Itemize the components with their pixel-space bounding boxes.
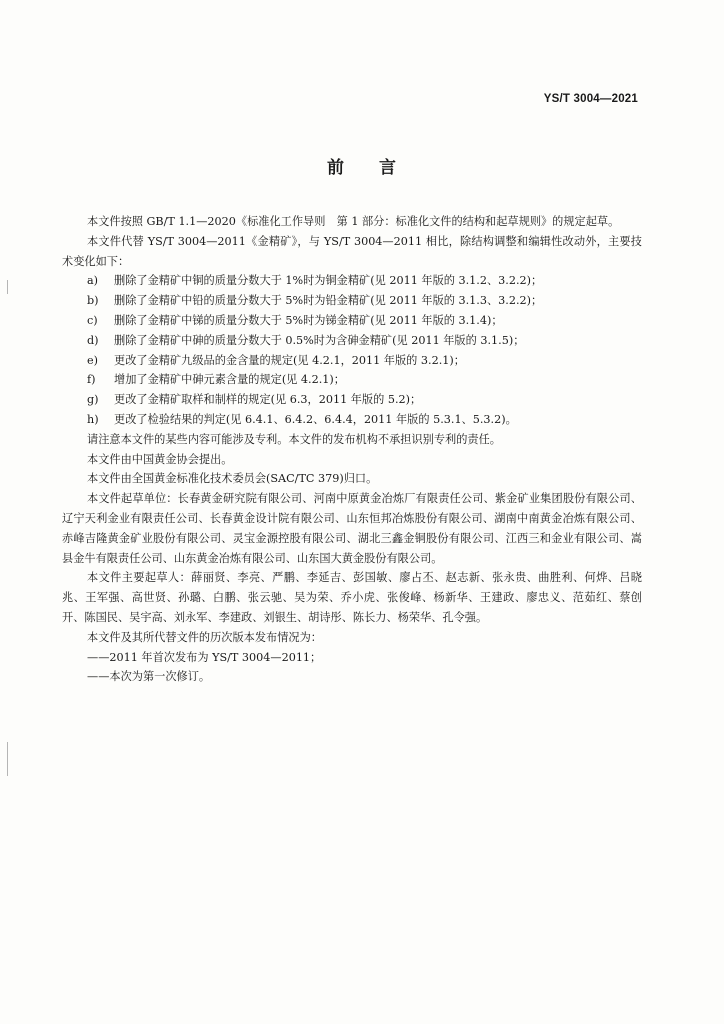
list-item-text: 更改了检验结果的判定(见 6.4.1、6.4.2、6.4.4，2011 年版的 5.3.1、5.3.2)。 [114,412,517,426]
list-item [62,390,642,410]
paragraph-replacement: 本文件代替 YS/T 3004—2011《金精矿》，与 YS/T 3004—2011 相比，除结构调整和编辑性改动外，主要技术变化如下： [62,234,642,268]
list-item-label: f) [87,373,96,387]
list-item-text: 删除了金精矿中铜的质量分数大于 1%时为铜金精矿(见 2011 年版的 3.1.2、3.2.2)； [114,274,543,288]
paragraph-patent-notice: 请注意本文件的某些内容可能涉及专利。本文件的发布机构不承担识别专利的责任。 [87,432,501,446]
list-item-label: h) [87,412,99,426]
paragraph-proposer: 本文件由中国黄金协会提出。 [87,452,233,466]
list-item-text: 删除了金精矿中砷的质量分数大于 0.5%时为含砷金精矿(见 2011 年版的 3.1.5)； [114,333,525,347]
list-item [62,291,642,311]
list-item [62,410,642,430]
list-item-label: e) [87,353,98,367]
paragraph-drafting-rule: 本文件按照 GB/T 1.1—2020《标准化工作导则 第 1 部分：标准化文件的结构和起草规则》的规定起草。 [87,215,620,228]
list-item-label: g) [87,393,99,407]
page-title [0,153,724,178]
list-item-label: b) [87,294,99,308]
margin-mark [7,742,8,776]
list-item-text: 删除了金精矿中铅的质量分数大于 5%时为铅金精矿(见 2011 年版的 3.1.3、3.2.2)； [114,294,543,308]
list-item-text: 删除了金精矿中锑的质量分数大于 5%时为锑金精矿(见 2011 年版的 3.1.4)； [114,313,503,327]
paragraph-committee: 本文件由全国黄金标准化技术委员会(SAC/TC 379)归口。 [87,472,378,486]
list-item-label: c) [87,313,98,327]
document-code: YS/T 3004—2021 [543,93,638,105]
list-item [62,351,642,371]
margin-mark [7,280,8,294]
list-item-text: 增加了金精矿中砷元素含量的规定(见 4.2.1)； [114,373,345,387]
history-item: ——2011 年首次发布为 YS/T 3004—2011； [87,650,322,664]
paragraph-drafting-units: 本文件起草单位：长春黄金研究院有限公司、河南中原黄金冶炼厂有限责任公司、紫金矿业集团股份有限公司、辽宁天利金业有限责任公司、长春黄金设计院有限公司、山东恒邦冶炼股份有限公司、湖南中南黄金冶炼有限公司、赤峰吉隆黄金矿业股份有限公司、灵宝金源控股有限公司、湖北三鑫金铜股份有限公司、江西三和金业有限公司、嵩县金牛有限责任公司、山东黄金冶炼有限公司、山东国大黄金股份有限公司。 [62,492,642,565]
list-item [62,370,642,390]
paragraph-history-intro: 本文件及其所代替文件的历次版本发布情况为： [87,630,322,644]
history-item: ——本次为第一次修订。 [87,670,211,684]
foreword-body [62,212,642,687]
list-item [62,331,642,351]
title-char-1: 前 [327,158,345,178]
list-item [62,271,642,291]
paragraph-drafters: 本文件主要起草人：薛丽贤、李亮、严鹏、李延吉、彭国敏、廖占丕、赵志新、张永贵、曲胜利、何烨、吕晓兆、王军强、高世贤、孙璐、白鹏、张云驰、吴为荣、乔小虎、张俊峰、杨新华、王建政、廖忠义、范茹红、蔡创开、陈国民、吴宇高、刘永军、李建政、刘银生、胡诗彤、陈长力、杨荣华、孔令强。 [62,571,642,624]
list-item-label: a) [87,274,99,288]
list-item-label: d) [87,333,99,347]
list-item-text: 更改了金精矿九级品的金含量的规定(见 4.2.1，2011 年版的 3.2.1)； [114,353,465,367]
list-item [62,311,642,331]
title-char-2: 言 [379,158,397,178]
list-item-text: 更改了金精矿取样和制样的规定(见 6.3，2011 年版的 5.2)； [114,393,422,407]
